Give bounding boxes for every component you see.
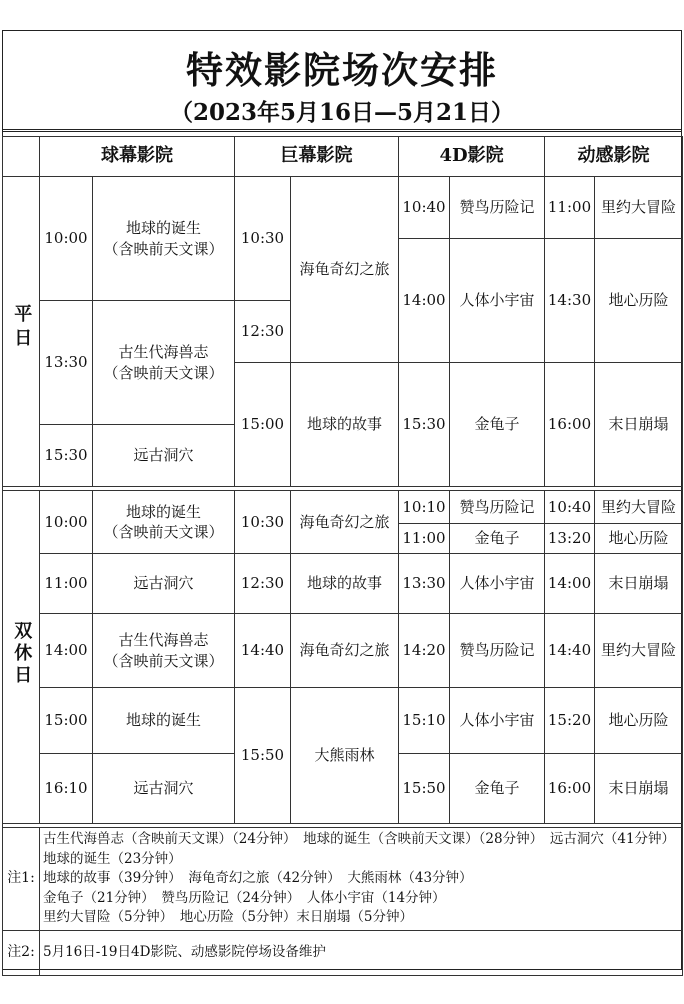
schedule-film: 地心历险 [595, 524, 683, 554]
date-range-subtitle: （2023年5月16日—5月21日） [169, 99, 515, 126]
schedule-time: 12:30 [235, 554, 291, 614]
schedule-film: 远古洞穴 [93, 554, 235, 614]
schedule-film: 海龟奇幻之旅 [291, 177, 399, 363]
schedule-film: 赞鸟历险记 [450, 491, 545, 524]
schedule-film: 地球的诞生 [93, 688, 235, 754]
schedule-time: 15:30 [399, 363, 450, 487]
schedule-film: 赞鸟历险记 [450, 614, 545, 688]
schedule-time: 13:30 [40, 301, 93, 425]
schedule-time: 15:10 [399, 688, 450, 754]
schedule-table [2, 136, 683, 976]
schedule-film: 远古洞穴 [93, 754, 235, 824]
schedule-time: 10:00 [40, 491, 93, 554]
schedule-film: 地球的故事 [291, 554, 399, 614]
schedule-film: 地心历险 [595, 688, 683, 754]
schedule-film: 大熊雨林 [291, 688, 399, 824]
schedule-film: 赞鸟历险记 [450, 177, 545, 239]
schedule-time: 11:00 [545, 177, 595, 239]
schedule-film: 末日崩塌 [595, 754, 683, 824]
weekday-label: 平日 [3, 177, 40, 487]
schedule-time: 10:30 [235, 491, 291, 554]
weekend-label: 双休日 [3, 491, 40, 824]
schedule-film: 金龟子 [450, 754, 545, 824]
schedule-time: 15:50 [235, 688, 291, 824]
page-title: 特效影院场次安排 [186, 48, 498, 92]
schedule-time: 14:00 [545, 554, 595, 614]
schedule-film: 里约大冒险 [595, 177, 683, 239]
note-row [3, 930, 683, 975]
schedule-time: 15:00 [40, 688, 93, 754]
schedule-film: 地球的故事 [291, 363, 399, 487]
schedule-time: 11:00 [399, 524, 450, 554]
schedule-film: 远古洞穴 [93, 425, 235, 487]
schedule-film: 末日崩塌 [595, 363, 683, 487]
schedule-time: 14:00 [40, 614, 93, 688]
schedule-film: 地球的诞生 （含映前天文课） [93, 491, 235, 554]
schedule-film: 海龟奇幻之旅 [291, 491, 399, 554]
schedule-time: 15:00 [235, 363, 291, 487]
schedule-film: 海龟奇幻之旅 [291, 614, 399, 688]
schedule-film: 人体小宇宙 [450, 239, 545, 363]
schedule-film: 古生代海兽志 （含映前天文课） [93, 614, 235, 688]
note-label: 注2: [3, 930, 40, 975]
schedule-time: 10:40 [399, 177, 450, 239]
schedule-film: 地心历险 [595, 239, 683, 363]
schedule-time: 10:40 [545, 491, 595, 524]
header-row [3, 137, 683, 177]
header-corner [3, 137, 40, 177]
schedule-time: 16:00 [545, 363, 595, 487]
schedule-film: 古生代海兽志 （含映前天文课） [93, 301, 235, 425]
schedule-time: 16:00 [545, 754, 595, 824]
schedule-time: 15:30 [40, 425, 93, 487]
header-dome-theater: 球幕影院 [40, 137, 235, 177]
schedule-time: 14:00 [399, 239, 450, 363]
schedule-time: 11:00 [40, 554, 93, 614]
schedule-film: 人体小宇宙 [450, 688, 545, 754]
note-text: 5月16日-19日4D影院、动感影院停场设备维护 [40, 930, 683, 975]
schedule-film: 人体小宇宙 [450, 554, 545, 614]
schedule-film: 里约大冒险 [595, 491, 683, 524]
note-label: 注1: [3, 828, 40, 931]
header-imax-theater: 巨幕影院 [235, 137, 399, 177]
note-row [3, 828, 683, 931]
header-4d-theater: 4D影院 [399, 137, 545, 177]
schedule-time: 14:40 [235, 614, 291, 688]
schedule-film: 末日崩塌 [595, 554, 683, 614]
schedule-time: 14:20 [399, 614, 450, 688]
note-text: 古生代海兽志（含映前天文课）（24分钟） 地球的诞生（含映前天文课）（28分钟） 远古洞穴（41分钟） 地球的诞生（23分钟） 地球的故事（39分钟） 海龟奇幻之旅（42分钟） 大熊雨林（43分钟） 金龟子（21分钟） 赞鸟历险记（24分钟） 人体小宇宙（14分钟） 里约大冒险（5分钟） 地心历险（5分钟）末日崩塌（5分钟） [40, 828, 683, 931]
schedule-time: 12:30 [235, 301, 291, 363]
schedule-time: 16:10 [40, 754, 93, 824]
title-divider [2, 129, 682, 132]
schedule-time: 10:00 [40, 177, 93, 301]
schedule-time: 14:30 [545, 239, 595, 363]
schedule-film: 里约大冒险 [595, 614, 683, 688]
header-motion-theater: 动感影院 [545, 137, 683, 177]
schedule-time: 10:10 [399, 491, 450, 524]
schedule-film: 金龟子 [450, 524, 545, 554]
schedule-film: 地球的诞生 （含映前天文课） [93, 177, 235, 301]
schedule-time: 13:30 [399, 554, 450, 614]
schedule-time: 13:20 [545, 524, 595, 554]
schedule-time: 15:20 [545, 688, 595, 754]
schedule-time: 15:50 [399, 754, 450, 824]
schedule-time: 10:30 [235, 177, 291, 301]
schedule-time: 14:40 [545, 614, 595, 688]
schedule-film: 金龟子 [450, 363, 545, 487]
